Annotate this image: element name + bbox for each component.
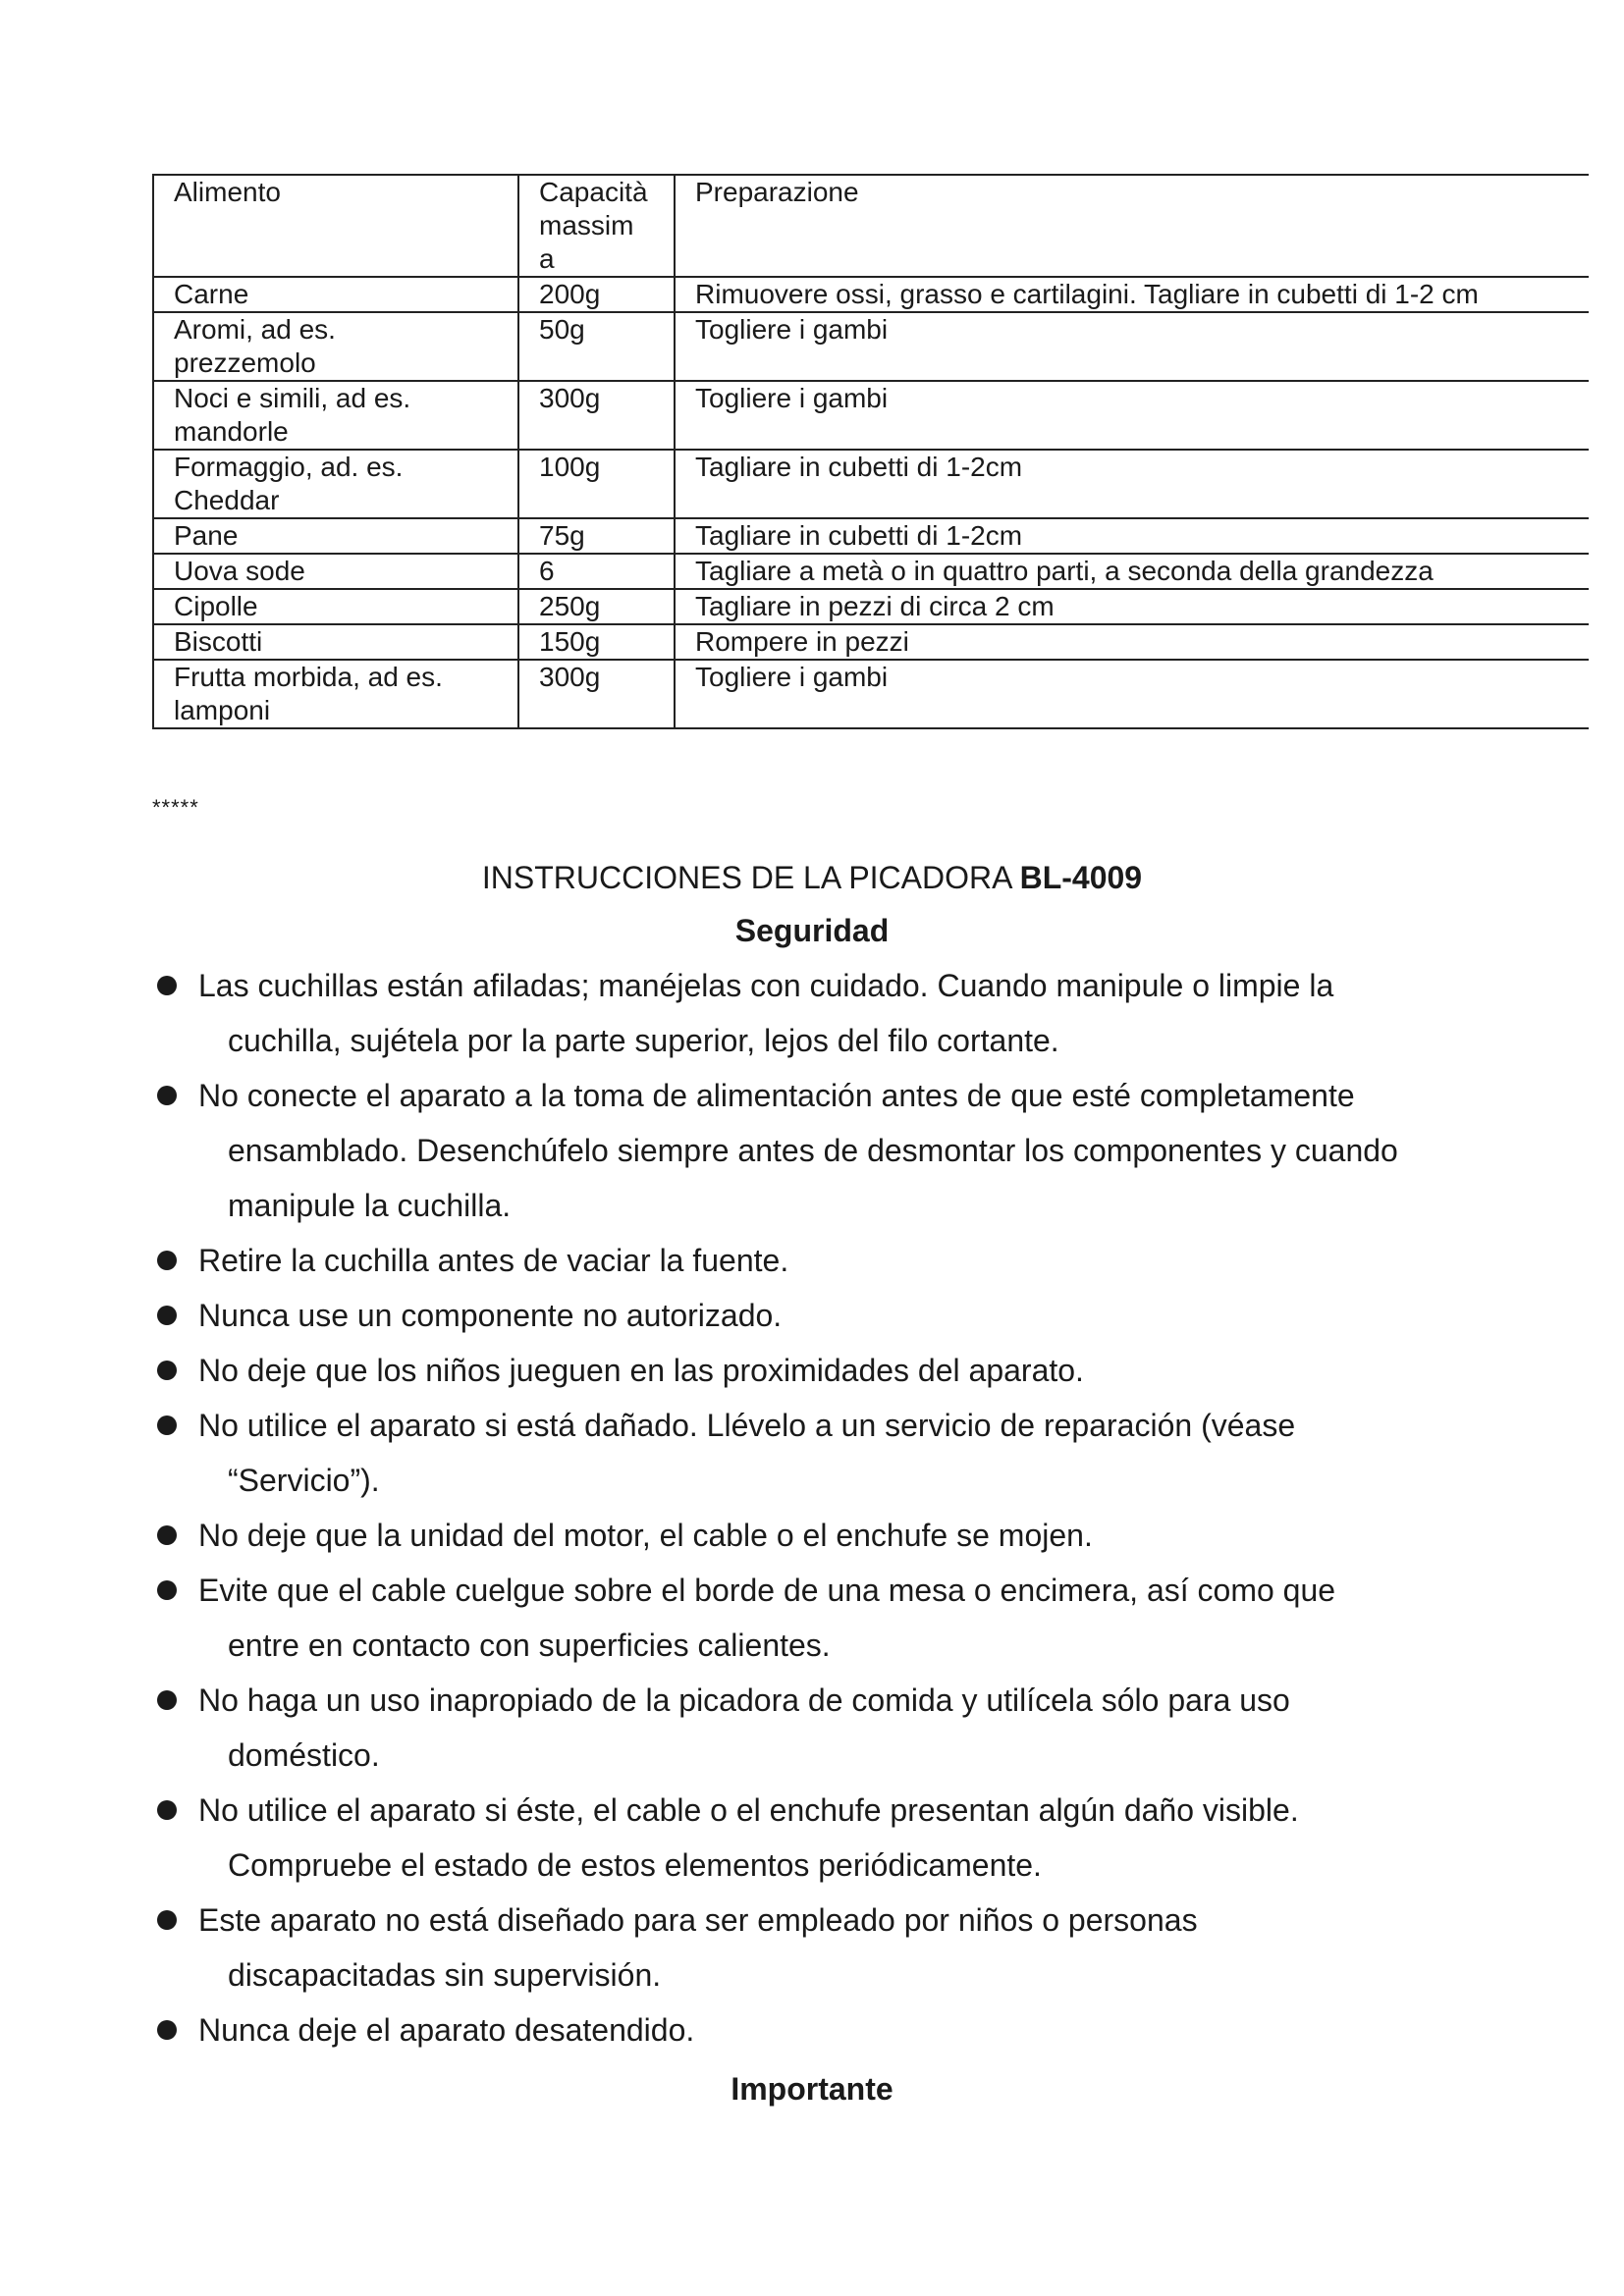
bullet-icon (157, 1361, 177, 1380)
page-title (0, 860, 1624, 896)
list-item-text: Retire la cuchilla antes de vaciar la fuente. (198, 1243, 789, 1278)
list-item-continuation: cuchilla, sujétela por la parte superior, lejos del filo cortante. (228, 1023, 1059, 1058)
food-cell: Formaggio, ad. es. Cheddar (153, 450, 518, 518)
list-item-text: No utilice el aparato si está dañado. Llévelo a un servicio de reparación (véase (198, 1408, 1296, 1443)
preparation-cell: Rimuovere ossi, grasso e cartilagini. Tagliare in cubetti di 1-2 cm (675, 277, 1589, 312)
list-item (157, 1563, 1512, 1673)
table-row (153, 554, 1589, 589)
table-row (153, 381, 1589, 450)
model-number: BL-4009 (1019, 860, 1143, 895)
safety-list (157, 958, 1512, 2057)
list-item-continuation: manipule la cuchilla. (228, 1188, 512, 1223)
bullet-icon (157, 1800, 177, 1820)
food-cell: Cipolle (153, 589, 518, 624)
food-cell: Biscotti (153, 624, 518, 660)
table-header-row (153, 175, 1589, 277)
preparation-cell: Tagliare in pezzi di circa 2 cm (675, 589, 1589, 624)
list-item (157, 1343, 1512, 1398)
capacity-header-text: Capacità massim a (539, 177, 648, 274)
list-item (157, 1068, 1512, 1233)
bullet-icon (157, 1086, 177, 1105)
list-item-text: Este aparato no está diseñado para ser empleado por niños o personas (198, 1902, 1198, 1938)
bullet-icon (157, 1910, 177, 1930)
list-item-continuation: “Servicio”). (228, 1463, 380, 1498)
list-item-text: No haga un uso inapropiado de la picadora de comida y utilícela sólo para uso (198, 1682, 1290, 1718)
list-item (157, 1508, 1512, 1563)
preparation-cell: Rompere in pezzi (675, 624, 1589, 660)
bullet-icon (157, 976, 177, 995)
table-row (153, 589, 1589, 624)
preparation-cell: Togliere i gambi (675, 312, 1589, 381)
list-item (157, 1783, 1512, 1893)
preparation-cell: Tagliare in cubetti di 1-2cm (675, 450, 1589, 518)
separator: ***** (152, 795, 199, 820)
capacity-cell: 75g (518, 518, 675, 554)
preparation-cell: Tagliare a metà o in quattro parti, a seconda della grandezza (675, 554, 1589, 589)
table-row (153, 450, 1589, 518)
table-row (153, 312, 1589, 381)
list-item-continuation: Compruebe el estado de estos elementos periódicamente. (228, 1847, 1042, 1883)
list-item-continuation: discapacitadas sin supervisión. (228, 1957, 662, 1993)
capacity-cell: 50g (518, 312, 675, 381)
list-item-text: Nunca deje el aparato desatendido. (198, 2012, 695, 2048)
capacity-cell: 100g (518, 450, 675, 518)
list-item-text: No deje que la unidad del motor, el cable o el enchufe se mojen. (198, 1518, 1093, 1553)
table-body (153, 277, 1589, 728)
list-item (157, 1398, 1512, 1508)
preparation-cell: Togliere i gambi (675, 660, 1589, 728)
capacity-cell: 150g (518, 624, 675, 660)
capacity-cell: 6 (518, 554, 675, 589)
table-row (153, 660, 1589, 728)
table-header-cell: Alimento (153, 175, 518, 277)
list-item-text: No deje que los niños jueguen en las proximidades del aparato. (198, 1353, 1084, 1388)
list-item-continuation: entre en contacto con superficies calientes. (228, 1628, 831, 1663)
food-cell: Pane (153, 518, 518, 554)
list-item-text: No utilice el aparato si éste, el cable o el enchufe presentan algún daño visible. (198, 1792, 1299, 1828)
capacity-cell: 250g (518, 589, 675, 624)
food-cell: Frutta morbida, ad es. lamponi (153, 660, 518, 728)
bullet-icon (157, 1580, 177, 1600)
bullet-icon (157, 1306, 177, 1325)
table-row (153, 518, 1589, 554)
food-capacity-table (152, 174, 1589, 729)
list-item (157, 1288, 1512, 1343)
food-cell: Uova sode (153, 554, 518, 589)
table-row (153, 277, 1589, 312)
list-item (157, 1673, 1512, 1783)
bullet-icon (157, 2020, 177, 2040)
list-item-text: Nunca use un componente no autorizado. (198, 1298, 783, 1333)
preparation-cell: Tagliare in cubetti di 1-2cm (675, 518, 1589, 554)
list-item (157, 958, 1512, 1068)
safety-heading: Seguridad (734, 913, 890, 948)
list-item (157, 2002, 1512, 2057)
list-item-continuation: doméstico. (228, 1737, 380, 1773)
food-cell: Carne (153, 277, 518, 312)
capacity-cell: 300g (518, 660, 675, 728)
preparation-cell: Togliere i gambi (675, 381, 1589, 450)
list-item-text: Las cuchillas están afiladas; manéjelas con cuidado. Cuando manipule o limpie la (198, 968, 1334, 1003)
bullet-icon (157, 1690, 177, 1710)
bullet-icon (157, 1525, 177, 1545)
food-cell: Noci e simili, ad es. mandorle (153, 381, 518, 450)
list-item-text: No conecte el aparato a la toma de alimentación antes de que esté completamente (198, 1078, 1355, 1113)
food-cell: Aromi, ad es. prezzemolo (153, 312, 518, 381)
capacity-cell: 200g (518, 277, 675, 312)
table-header-cell (518, 175, 675, 277)
title-text: INSTRUCCIONES DE LA PICADORA (481, 860, 1020, 895)
important-heading: Importante (731, 2071, 893, 2107)
capacity-cell: 300g (518, 381, 675, 450)
list-item (157, 1893, 1512, 2002)
bullet-icon (157, 1415, 177, 1435)
table-header-cell: Preparazione (675, 175, 1589, 277)
list-item-text: Evite que el cable cuelgue sobre el borde de una mesa o encimera, así como que (198, 1573, 1336, 1608)
table-row (153, 624, 1589, 660)
list-item-continuation: ensamblado. Desenchúfelo siempre antes de desmontar los componentes y cuando (228, 1133, 1398, 1168)
list-item (157, 1233, 1512, 1288)
bullet-icon (157, 1251, 177, 1270)
